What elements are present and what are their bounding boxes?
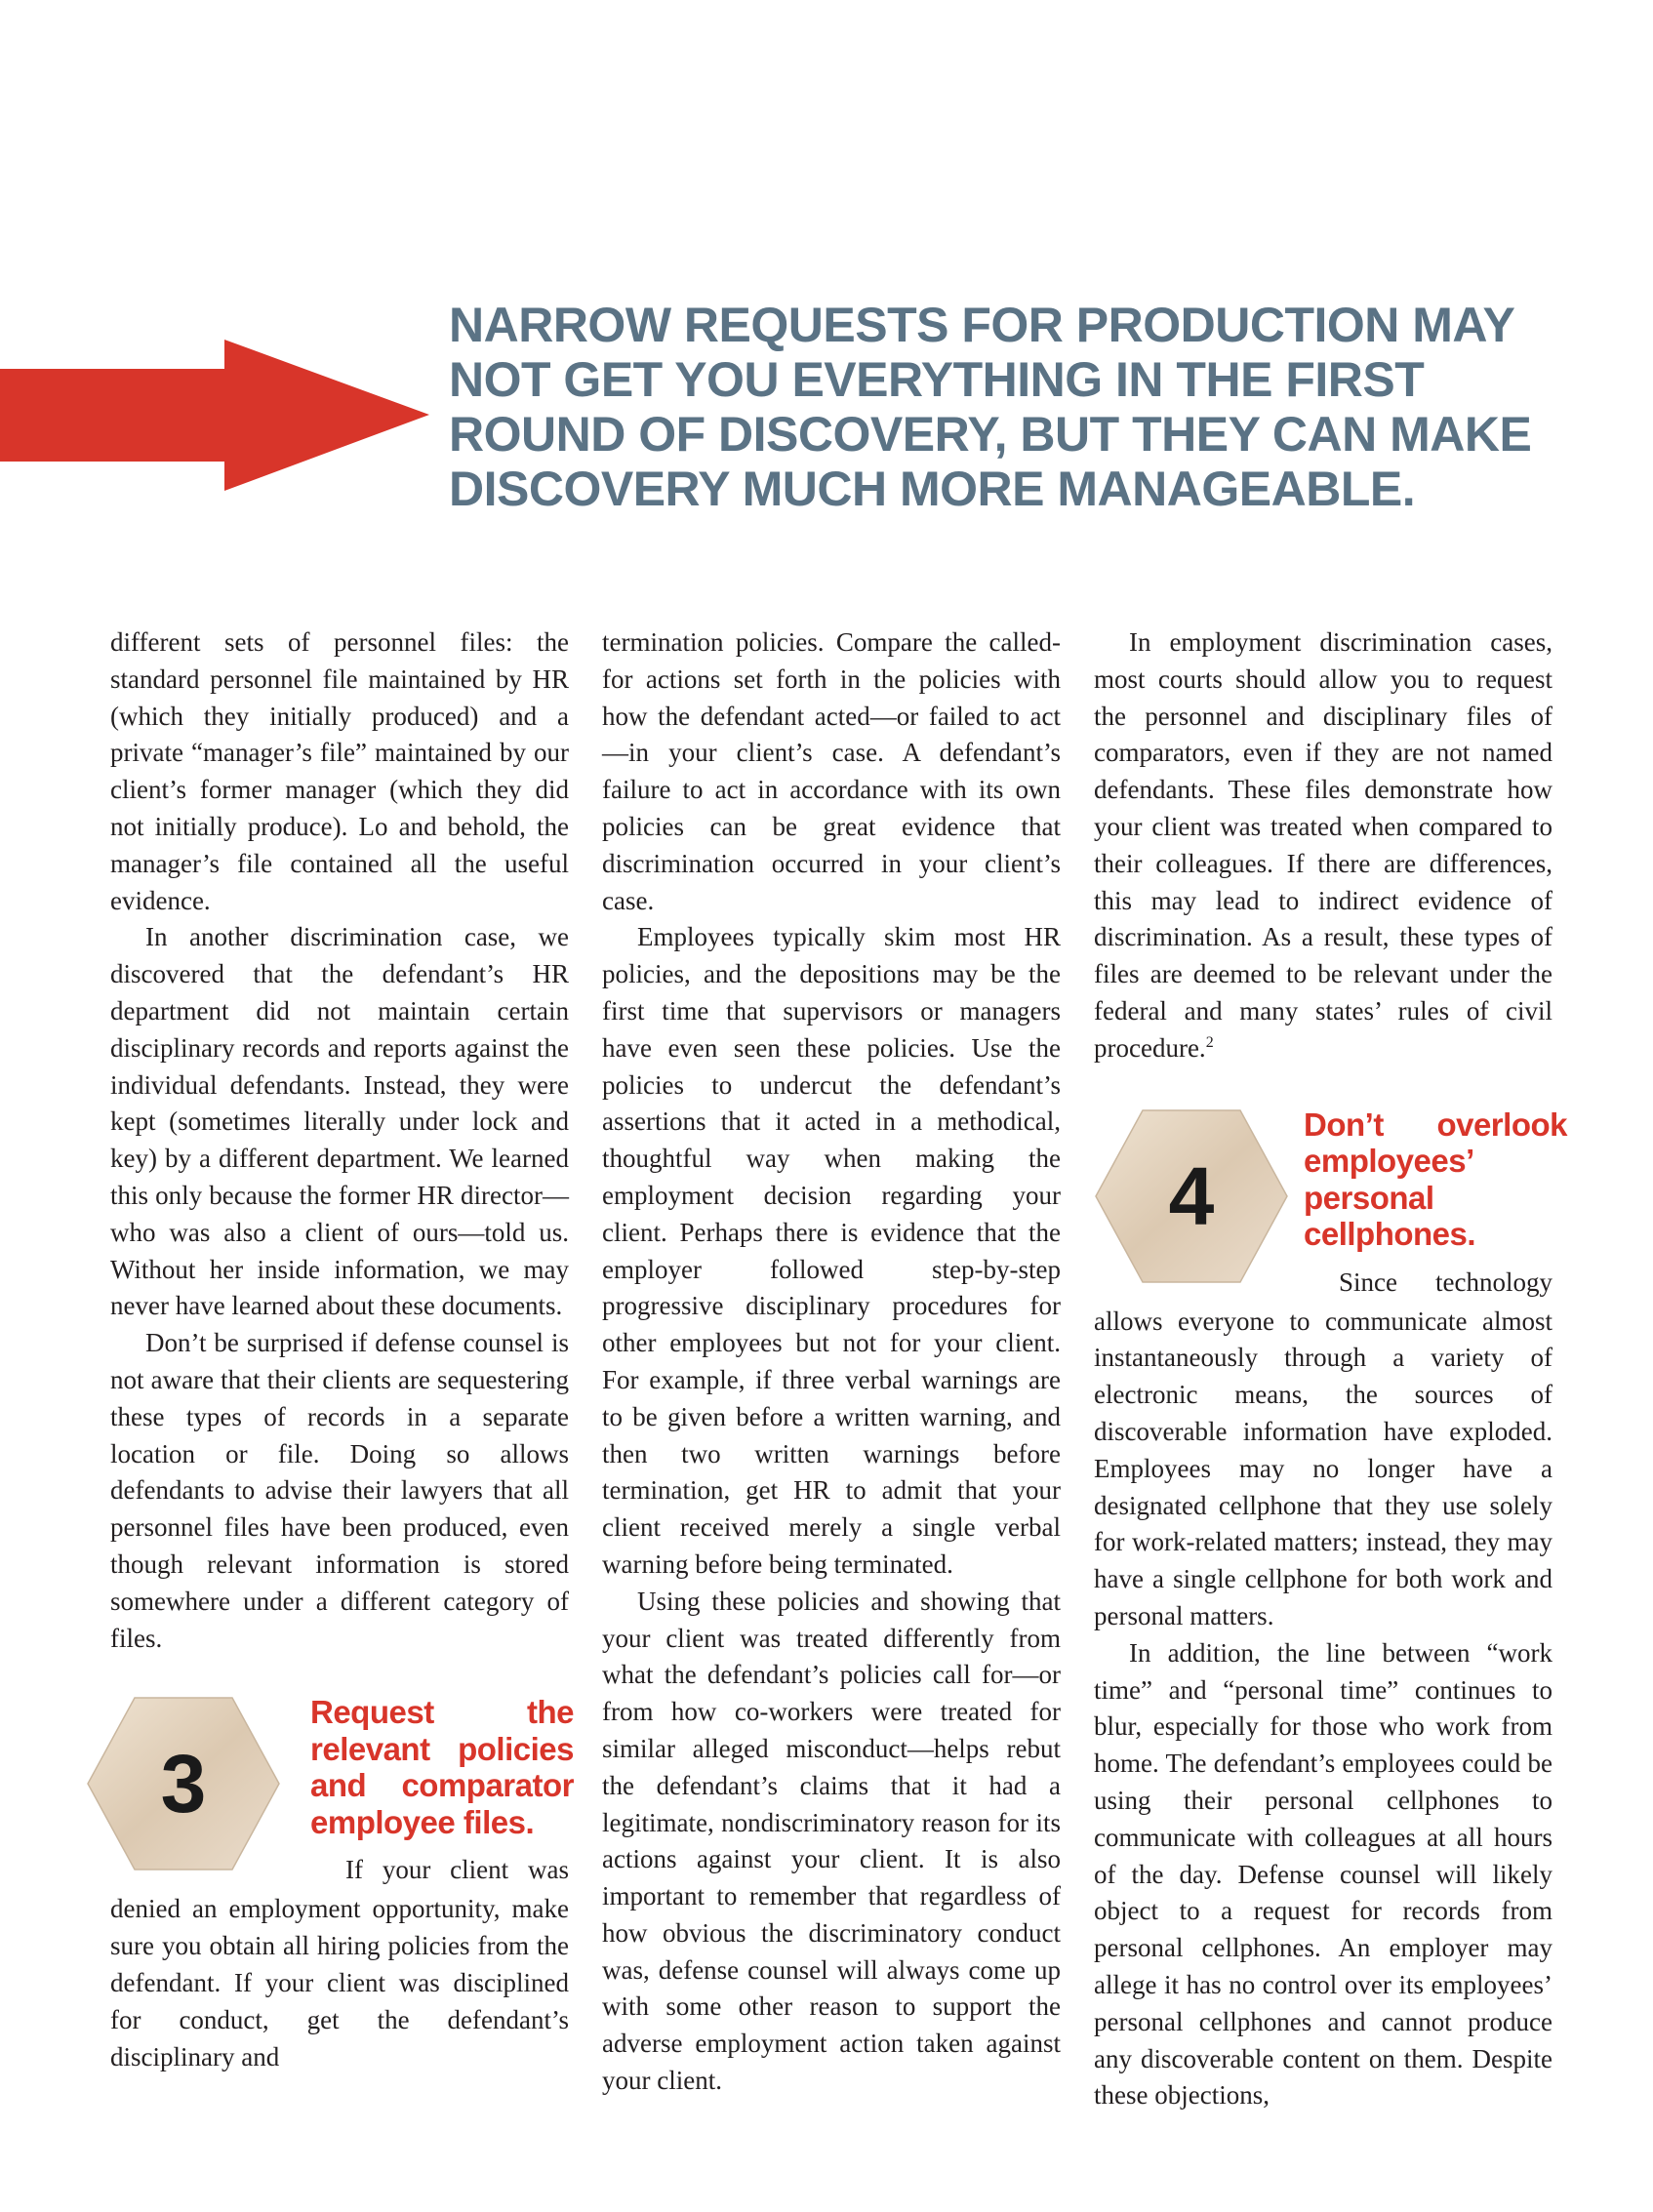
paragraph: allows everyone to communicate almost instantaneously through a variety of electronic means, the sources of discoverable information have exploded. Employees may no longer have a designated cellphone that they use solely for work-related matters; instead, they may have a single cellphone for both work and personal matters.: [1094, 1306, 1552, 1630]
tip-number: 4: [1168, 1149, 1215, 1242]
tip-lead-text: Since technology: [1339, 1267, 1552, 1297]
pull-quote-line: NOT GET YOU EVERYTHING IN THE FIRST: [449, 352, 1425, 407]
paragraph: Don’t be surprised if defense counsel is not aware that their clients are sequestering these types of records in a separate location or file. Doing so allows defendants to advise their lawyers that all personnel files have been produced, even though relevant information is stored somewhere under a different category of files.: [110, 1328, 569, 1653]
paragraph: In addition, the line between “work time” and “personal time” continues to blur, especially for those who work from home. The defendant’s employees could be using their personal cellphones to communicate with colleagues at all hours of the day. Defense counsel will likely object to a request for records from personal cellphones. An employer may allege it has no control over its employees’ personal cellphones and cannot produce any discoverable content on them. Despite these objections,: [1094, 1637, 1552, 2111]
tip-lead-text: If your client was: [345, 1855, 569, 1885]
tip-number: 3: [160, 1738, 207, 1830]
paragraph-text: In employment discrimination cases, most courts should allow you to request the personnel and disciplinary files of comparators, even if they are not named defendants. These files demonstrate how your client was treated when compared to their colleagues. If there are differences, this may lead to indirect evidence of discrimination. As a result, these types of files are deemed to be relevant under the federal and many states’ rules of civil procedure.: [1094, 627, 1552, 1063]
paragraph: Employees typically skim most HR policies, and the depositions may be the first time that supervisors or managers have even seen these policies. Use the policies to undercut the defendant’s assertions that it acted in a methodical, thoughtful way when making the employment decision regarding your client. Perhaps there is evidence that the employer followed step-by-step progressive disciplinary procedures for other employees but not for your client. For example, if three verbal warnings are to be given before a written warning, and then two written warnings before termination, get HR to admit that your client received merely a single verbal warning before being terminated.: [602, 922, 1061, 1579]
pull-quote-line: NARROW REQUESTS FOR PRODUCTION MAY: [449, 298, 1515, 352]
column-1: [110, 624, 574, 2075]
footnote-ref: 2: [1205, 1033, 1214, 1051]
paragraph: termination policies. Compare the called-for actions set forth in the policies with how the defendant acted—or failed to act—in your client’s case. A defendant’s failure to act in accordance with its own policies can be great evidence that discrimination occurred in your client’s case.: [602, 627, 1061, 915]
paragraph: [1094, 624, 1552, 1067]
pull-quote: [449, 298, 1532, 516]
paragraph: Using these policies and showing that your client was treated differently from what the defendant’s policies call for—or from how co-workers were treated for similar alleged misconduct—helps rebut the defendant’s claims that it had a legitimate, nondiscriminatory reason for its actions against your client. It is also important to remember that regardless of how obvious the discriminatory conduct was, defense counsel will always come up with some other reason to support the adverse employment action taken against your client.: [602, 1586, 1061, 2096]
paragraph: denied an employment opportunity, make sure you obtain all hiring policies from the defendant. If your client was disciplined for conduct, get the defendant’s disciplinary and: [110, 1894, 569, 2071]
pull-quote-line: ROUND OF DISCOVERY, BUT THEY CAN MAKE: [449, 407, 1532, 462]
tip-4-callout: [1094, 1106, 1567, 1304]
column-3: [1094, 624, 1567, 2114]
tip-heading: Request the relevant policies and comparator employee files.: [310, 1694, 574, 1840]
paragraph: different sets of personnel files: the standard personnel file maintained by HR (which they initially produced) and a private “manager’s file” maintained by our client’s former manager (which they did not initially produce). Lo and behold, the manager’s file contained all the useful evidence.: [110, 627, 569, 915]
column-2: [602, 624, 1061, 2100]
red-arrow-graphic: [0, 340, 429, 491]
tip-3-callout: [110, 1694, 574, 1891]
pull-quote-line: DISCOVERY MUCH MORE MANAGEABLE.: [449, 462, 1416, 516]
tip-heading: Don’t overlook employees’ personal cellphones.: [1304, 1106, 1567, 1253]
paragraph: In another discrimination case, we discovered that the defendant’s HR department did not maintain certain disciplinary records and reports against the individual defendants. Instead, they were kept (sometimes literally under lock and key) by a different department. We learned this only because the former HR director—who was also a client of ours—told us. Without her inside information, we may never have learned about these documents.: [110, 922, 569, 1321]
